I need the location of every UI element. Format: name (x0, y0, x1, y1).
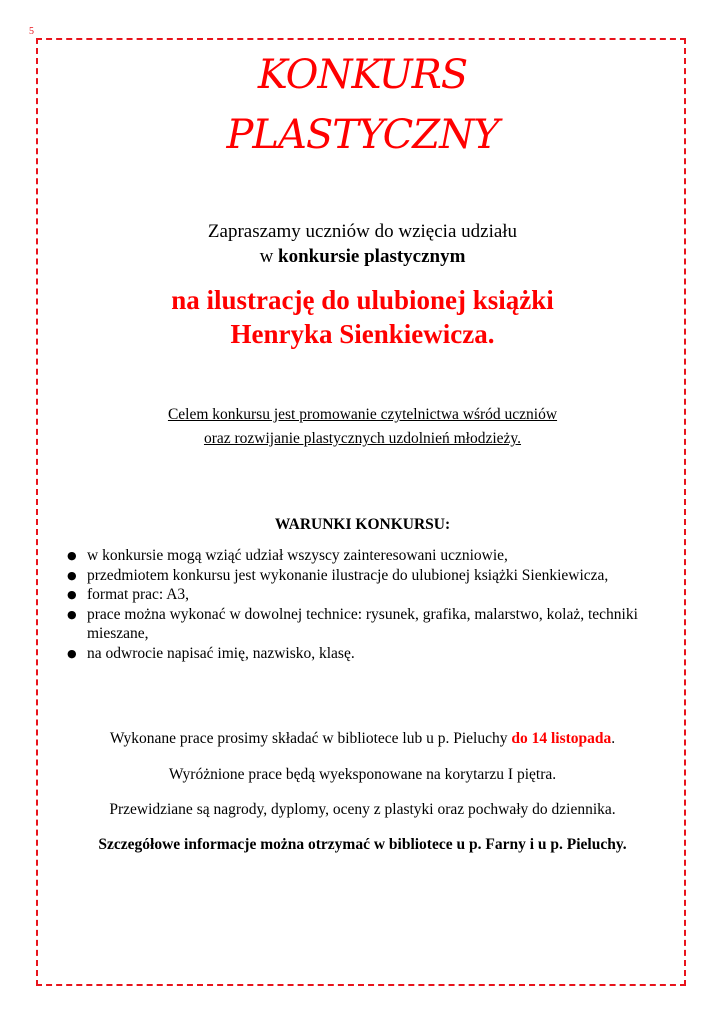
condition-text: prace można wykonać w dowolnej technice: rysunek, grafika, malarstwo, kolaż, techniki mieszane, (87, 605, 638, 642)
subject-line-1: na ilustrację do ulubionej książki (171, 285, 554, 315)
contact-info: Szczegółowe informacje można otrzymać w bibliotece u p. Farny i u p. Pieluchy. (98, 836, 627, 853)
bullet-icon: ● (67, 607, 77, 621)
submission-info (0, 730, 725, 748)
bullet-icon: ● (67, 568, 77, 582)
invitation-line-2 (0, 246, 725, 268)
invitation-line-2-bold: konkursie plastycznym (278, 246, 466, 267)
condition-text: w konkursie mogą wziąć udział wszyscy zainteresowani uczniowie, (87, 547, 508, 564)
goal-line-1: Celem konkursu jest promowanie czytelnictwa wśród uczniów (167, 406, 558, 423)
list-item (64, 546, 674, 566)
title-line-2: PLASTYCZNY (226, 112, 499, 158)
list-item (64, 605, 674, 644)
condition-text: na odwrocie napisać imię, nazwisko, klasę. (87, 644, 355, 662)
submission-suffix: . (611, 730, 616, 747)
bullet-icon: ● (67, 646, 77, 660)
goal-line-2: oraz rozwijanie plastycznych uzdolnień młodzieży. (203, 430, 522, 447)
condition-text: format prac: A3, (87, 586, 190, 603)
bullet-icon: ● (67, 588, 77, 601)
subject-line-2: Henryka Sienkiewicza. (230, 319, 495, 349)
title-line-1: KONKURS (257, 52, 468, 98)
invitation-line-2-prefix: w (259, 246, 279, 267)
list-item (64, 566, 674, 586)
submission-text: Wykonane prace prosimy składać w bibliotece lub u p. Pieluchy (109, 730, 512, 747)
exhibition-info: Wyróżnione prace będą wyeksponowane na korytarzu I piętra. (168, 766, 557, 783)
conditions-list (64, 546, 674, 663)
invitation-line-1: Zapraszamy uczniów do wzięcia udziału (207, 221, 518, 242)
condition-text: przedmiotem konkursu jest wykonanie ilustracje do ulubionej książki Sienkiewicza, (87, 566, 609, 584)
list-item (64, 644, 674, 664)
list-item (64, 585, 674, 605)
submission-deadline: do 14 listopada (511, 730, 612, 747)
corner-mark: 5 (29, 26, 34, 37)
prizes-info: Przewidziane są nagrody, dyplomy, oceny z plastyki oraz pochwały do dziennika. (109, 801, 616, 818)
bullet-icon: ● (67, 549, 77, 562)
conditions-heading: WARUNKI KONKURSU: (274, 516, 451, 533)
